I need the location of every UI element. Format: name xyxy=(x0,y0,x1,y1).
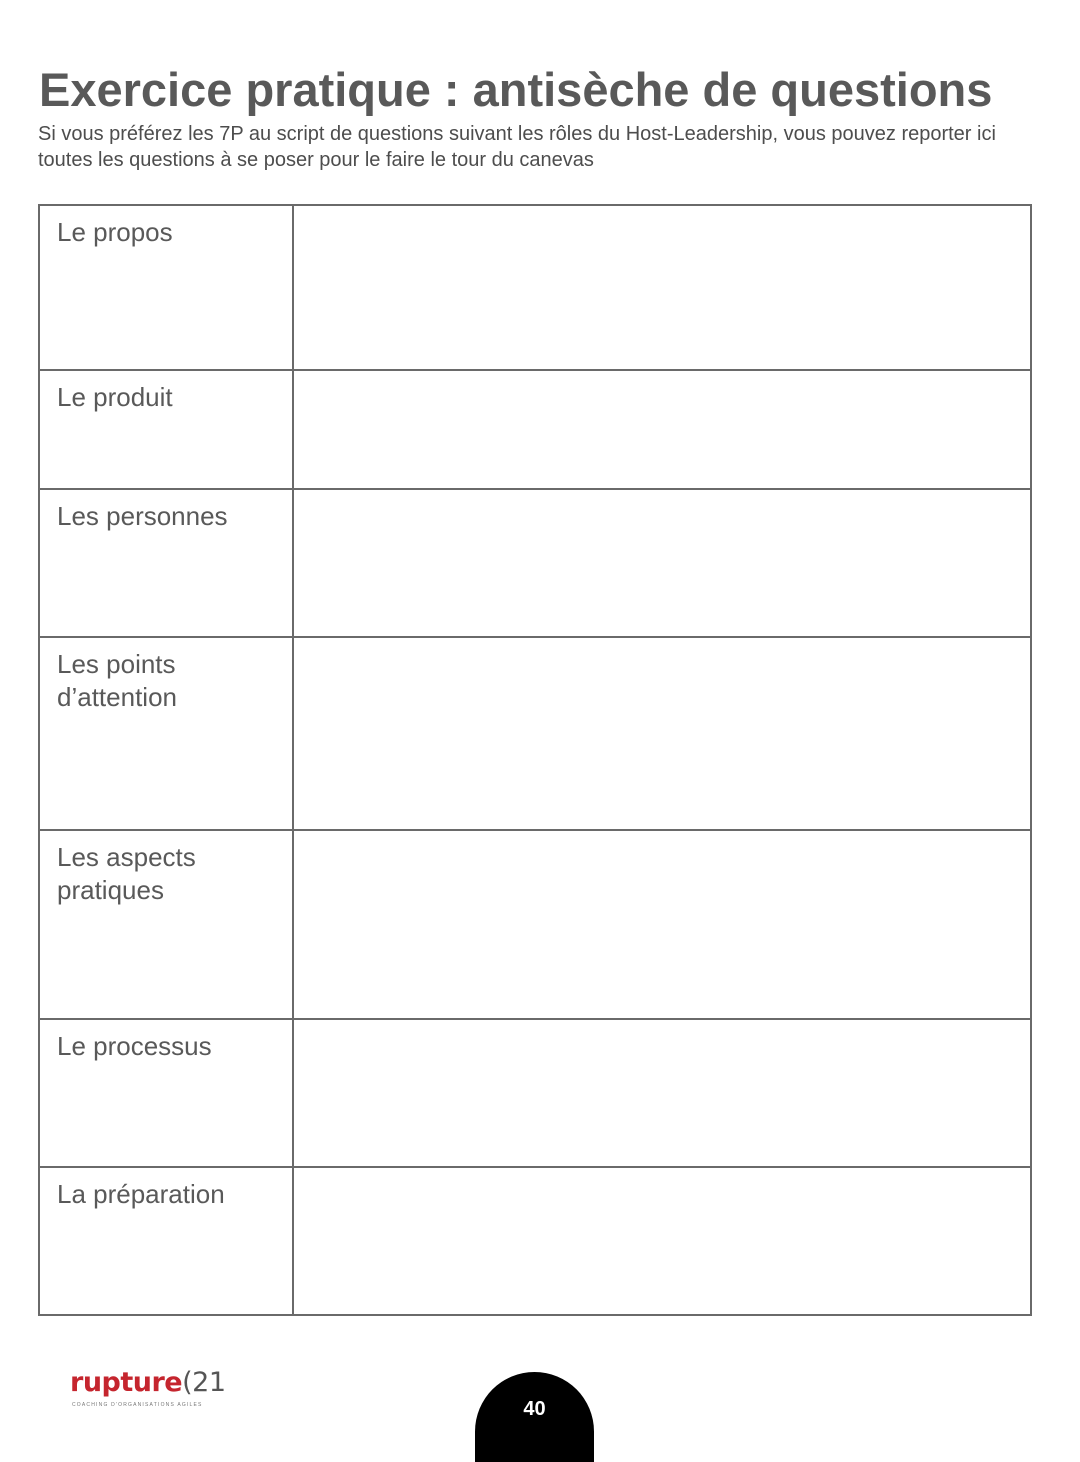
row-label-aspects-pratiques: Les aspects pratiques xyxy=(39,830,293,1019)
page-subtitle: Si vous préférez les 7P au script de questions suivant les rôles du Host-Leadership, vous pouvez reporter ici toutes les questions à se poser pour le faire le tour du canevas xyxy=(38,123,996,171)
row-label-processus: Le processus xyxy=(39,1019,293,1167)
row-label-personnes: Les personnes xyxy=(39,489,293,637)
row-label-propos: Le propos xyxy=(39,205,293,370)
answer-cell-propos[interactable] xyxy=(293,205,1031,370)
table-row xyxy=(39,370,1031,489)
logo-mark: (21 xyxy=(182,1367,226,1398)
row-label-points-attention: Les points d’attention xyxy=(39,637,293,830)
table-row xyxy=(39,205,1031,370)
answer-cell-produit[interactable] xyxy=(293,370,1031,489)
logo-tagline: COACHING D'ORGANISATIONS AGILES xyxy=(72,1402,203,1408)
row-label-produit: Le produit xyxy=(39,370,293,489)
page-number-badge xyxy=(475,1372,594,1462)
page-title: Exercice pratique : antisèche de questions xyxy=(39,63,993,116)
questions-table xyxy=(38,204,1032,1316)
table-row xyxy=(39,637,1031,830)
rupture21-logo xyxy=(70,1366,230,1416)
answer-cell-points-attention[interactable] xyxy=(293,637,1031,830)
table-row xyxy=(39,1167,1031,1315)
answer-cell-processus[interactable] xyxy=(293,1019,1031,1167)
page-number: 40 xyxy=(523,1398,546,1420)
table-row xyxy=(39,489,1031,637)
table-row xyxy=(39,830,1031,1019)
answer-cell-preparation[interactable] xyxy=(293,1167,1031,1315)
row-label-preparation: La préparation xyxy=(39,1167,293,1315)
table-row xyxy=(39,1019,1031,1167)
logo-word: rupture xyxy=(70,1367,183,1398)
answer-cell-aspects-pratiques[interactable] xyxy=(293,830,1031,1019)
answer-cell-personnes[interactable] xyxy=(293,489,1031,637)
